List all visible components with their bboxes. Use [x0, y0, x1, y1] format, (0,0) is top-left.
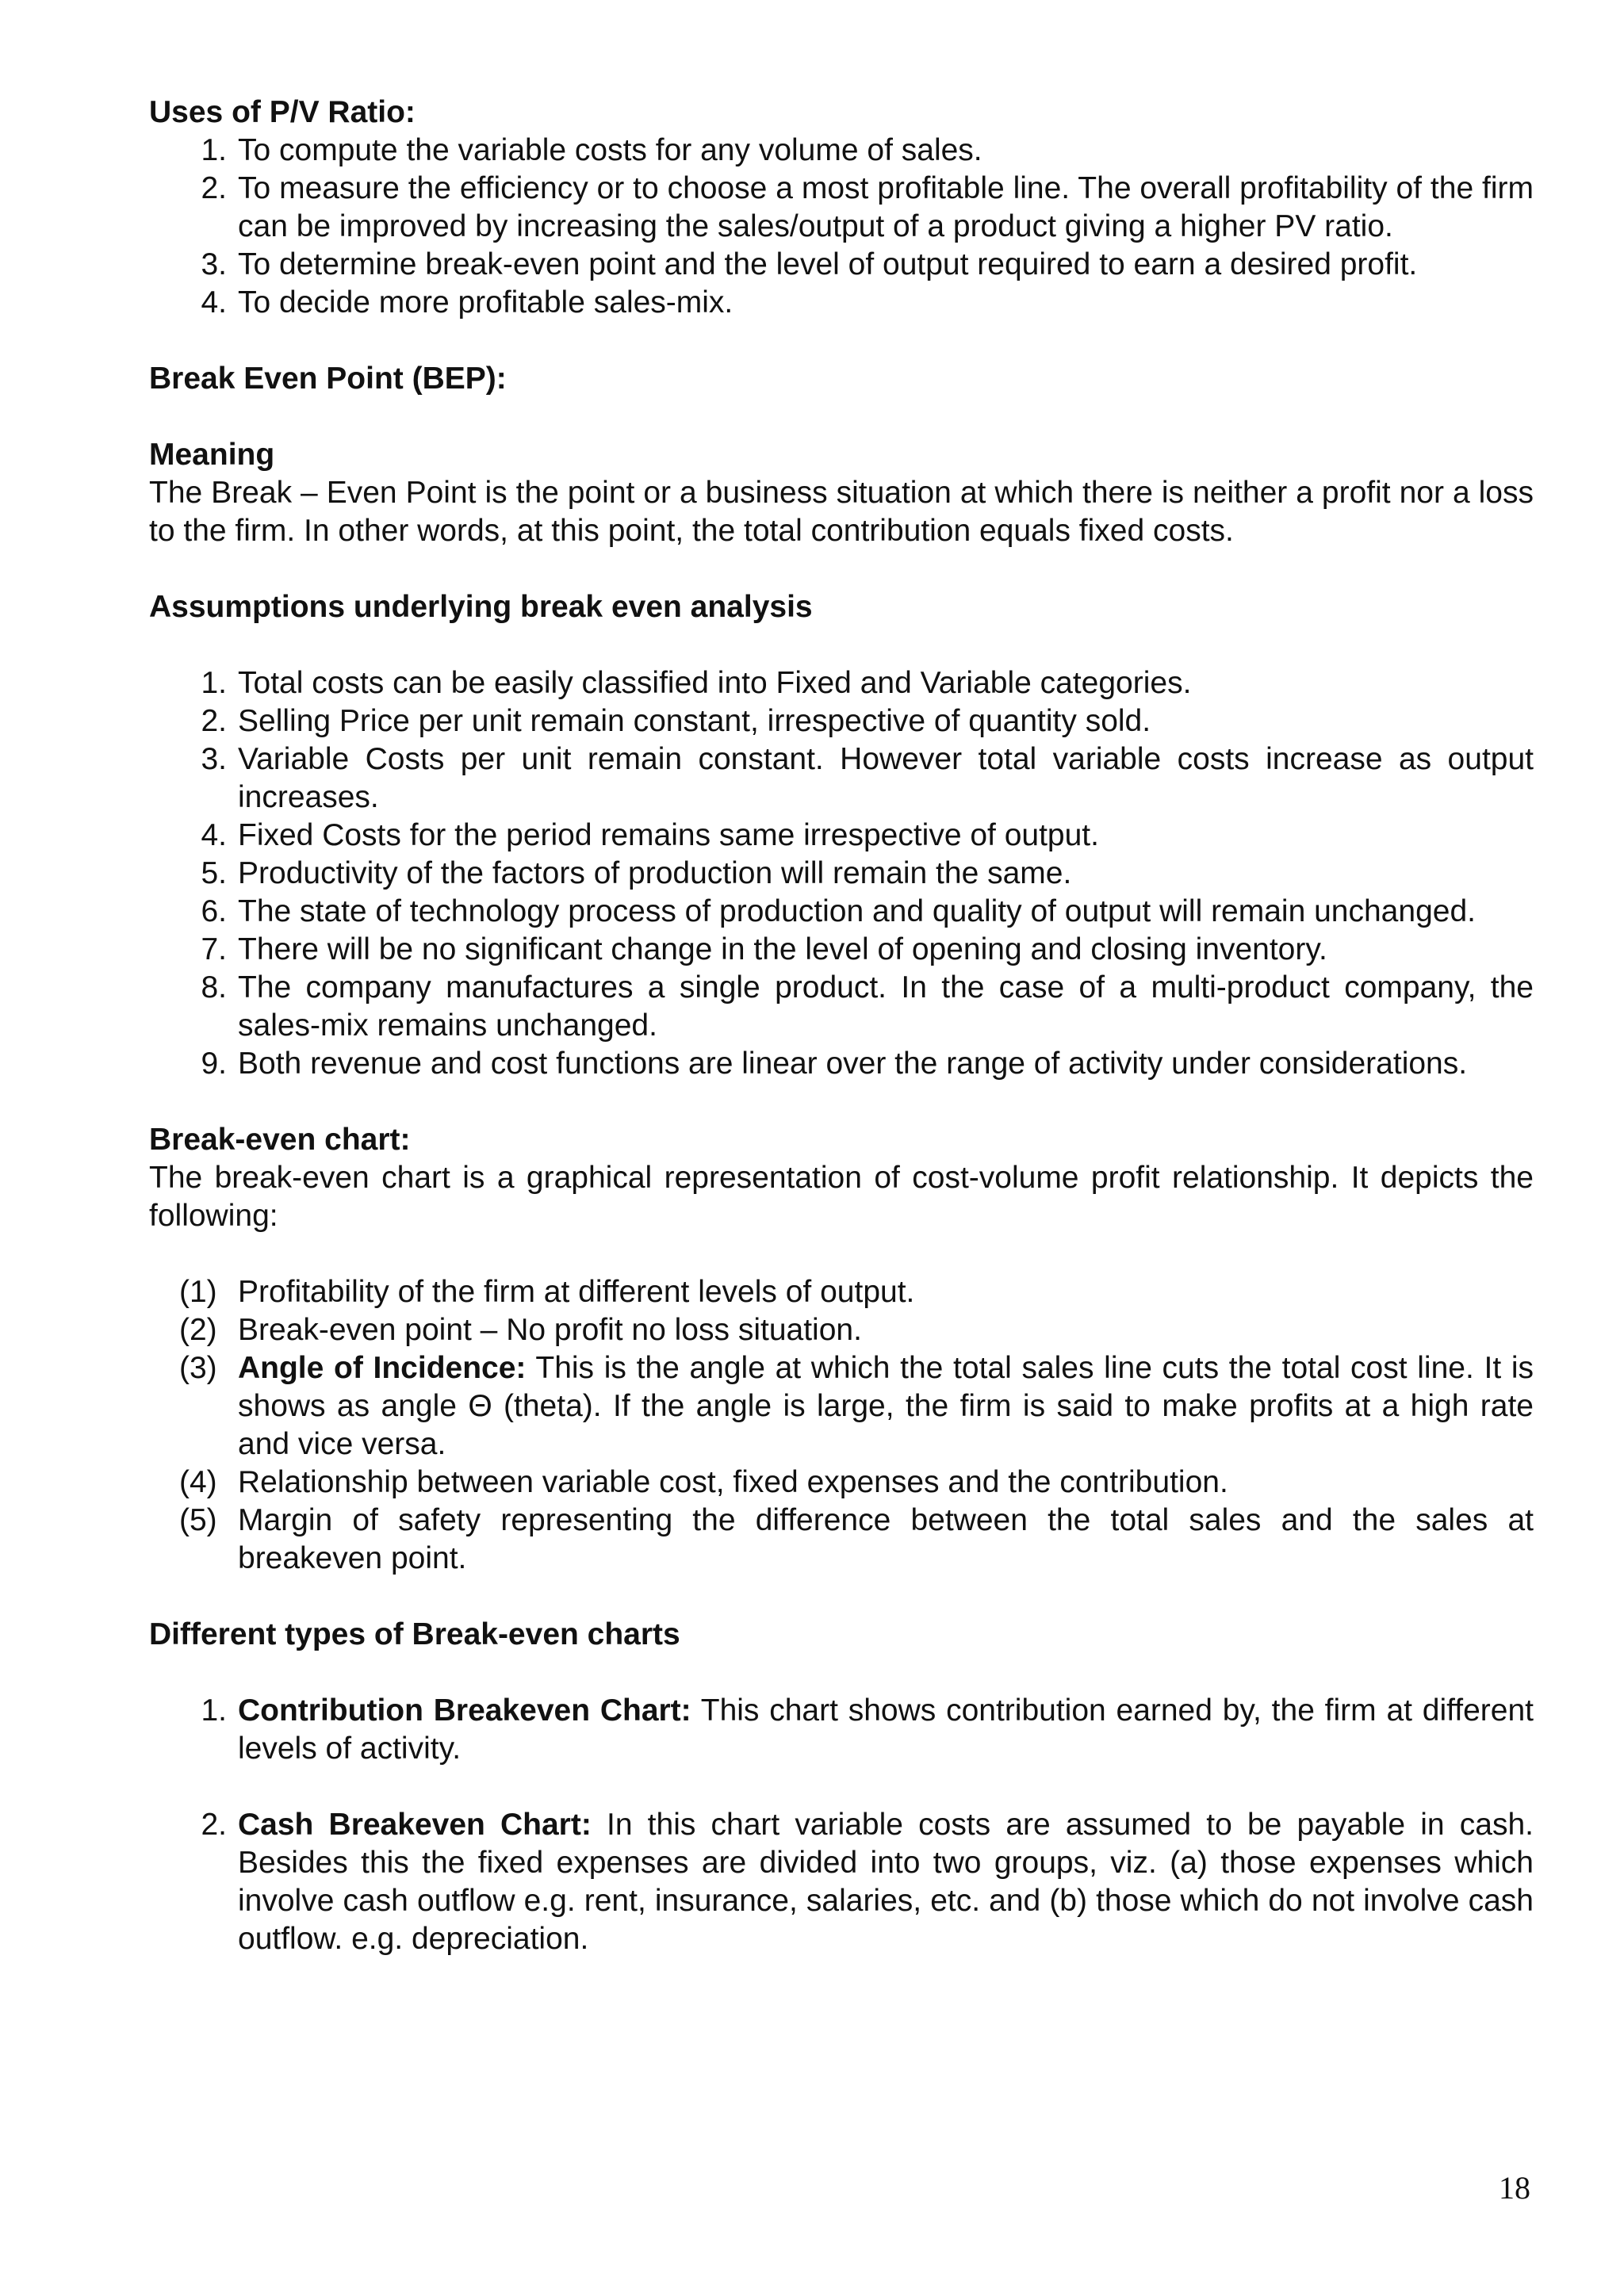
list-item-text: This chart shows contribution earned by, the firm at different levels of activity. — [238, 1693, 1534, 1766]
spacer — [149, 1768, 1534, 1806]
list-item-text: The company manufactures a single product. In the case of a multi-product company, the sales-mix remains unchanged. — [238, 970, 1534, 1043]
list-number: 2. — [201, 704, 227, 738]
list-item-text: Productivity of the factors of production will remain the same. — [238, 856, 1072, 890]
list-item — [149, 664, 1534, 702]
list-item-text: This is the angle at which the total sales line cuts the total cost line. It is shows as angle Θ (theta). If the angle is large, the firm is said to make profits at a high rate and vice versa. — [238, 1351, 1534, 1461]
list-number: 2. — [201, 1808, 227, 1842]
list-number: (2) — [179, 1313, 217, 1347]
list-item — [149, 969, 1534, 1045]
list-number: 6. — [201, 894, 227, 928]
spacer — [149, 1654, 1534, 1692]
list-number: 4. — [201, 285, 227, 320]
page-number: 18 — [1499, 2170, 1530, 2206]
spacer — [149, 322, 1534, 360]
list-number: 2. — [201, 171, 227, 205]
list-item-text: Margin of safety representing the difference between the total sales and the sales at breakeven point. — [238, 1503, 1534, 1575]
list-item — [149, 893, 1534, 931]
list-item — [149, 170, 1534, 246]
list-number: (1) — [179, 1275, 217, 1309]
list-number: (3) — [179, 1351, 217, 1385]
list-item-text: To compute the variable costs for any volume of sales. — [238, 133, 982, 167]
list-item-text: In this chart variable costs are assumed to be payable in cash. Besides this the fixed expenses are divided into two groups, viz. (a) those expenses which involve cash outflow e.g. rent, insurance, salaries, etc. and (b) those which do not involve cash outflow. e.g. depreciation. — [238, 1808, 1534, 1956]
list-item-text: Break-even point – No profit no loss situation. — [238, 1313, 862, 1347]
list-item-text: Selling Price per unit remain constant, irrespective of quantity sold. — [238, 704, 1151, 738]
break-even-chart-paragraph: The break-even chart is a graphical representation of cost-volume profit relationship. It depicts the following: — [149, 1161, 1534, 1233]
list-item-bold-label: Angle of Incidence: — [238, 1351, 527, 1385]
list-number: 5. — [201, 856, 227, 890]
list-item — [149, 1692, 1534, 1768]
chart-types-heading: Different types of Break-even charts — [149, 1617, 680, 1651]
pv-ratio-list — [149, 132, 1534, 322]
list-item — [149, 1349, 1534, 1464]
list-item — [149, 740, 1534, 817]
list-item — [149, 1502, 1534, 1578]
list-item — [149, 931, 1534, 969]
spacer — [149, 550, 1534, 588]
list-number: 1. — [201, 666, 227, 700]
list-item-text: Both revenue and cost functions are linear over the range of activity under considerations. — [238, 1047, 1468, 1081]
spacer — [149, 398, 1534, 436]
break-even-chart-list — [149, 1273, 1534, 1578]
list-item-text: Total costs can be easily classified into Fixed and Variable categories. — [238, 666, 1192, 700]
list-item — [149, 1273, 1534, 1311]
list-number: 7. — [201, 932, 227, 966]
list-number: 3. — [201, 247, 227, 281]
list-number: (4) — [179, 1465, 217, 1499]
list-item-text: Variable Costs per unit remain constant. However total variable costs increase as output increases. — [238, 742, 1534, 814]
list-item — [149, 246, 1534, 284]
list-item — [149, 132, 1534, 170]
list-item-text: There will be no significant change in the level of opening and closing inventory. — [238, 932, 1327, 966]
list-item-text: Relationship between variable cost, fixed expenses and the contribution. — [238, 1465, 1228, 1499]
list-item-text: The state of technology process of production and quality of output will remain unchanged. — [238, 894, 1476, 928]
meaning-paragraph: The Break – Even Point is the point or a business situation at which there is neither a profit nor a loss to the firm. In other words, at this point, the total contribution equals fixed costs. — [149, 476, 1534, 548]
list-item — [149, 284, 1534, 322]
list-item — [149, 1311, 1534, 1349]
chart-types-list — [149, 1692, 1534, 1768]
list-number: 8. — [201, 970, 227, 1004]
bep-heading: Break Even Point (BEP): — [149, 362, 507, 396]
list-item-text: To measure the efficiency or to choose a most profitable line. The overall profitability of the firm can be improved by increasing the sales/output of a product giving a higher PV ratio. — [238, 171, 1534, 243]
list-item — [149, 1806, 1534, 1958]
list-number: (5) — [179, 1503, 217, 1537]
pv-ratio-heading: Uses of P/V Ratio: — [149, 95, 416, 129]
list-item-text: Profitability of the firm at different levels of output. — [238, 1275, 915, 1309]
list-item-text: To decide more profitable sales-mix. — [238, 285, 733, 320]
list-item — [149, 817, 1534, 855]
list-number: 1. — [201, 1693, 227, 1728]
list-item-text: To determine break-even point and the level of output required to earn a desired profit. — [238, 247, 1418, 281]
list-number: 1. — [201, 133, 227, 167]
spacer — [149, 1578, 1534, 1616]
list-item — [149, 702, 1534, 740]
list-number: 3. — [201, 742, 227, 776]
list-item — [149, 1045, 1534, 1083]
list-number: 9. — [201, 1047, 227, 1081]
assumptions-list — [149, 664, 1534, 1083]
spacer — [149, 626, 1534, 664]
list-item-text: Fixed Costs for the period remains same irrespective of output. — [238, 818, 1099, 852]
spacer — [149, 1083, 1534, 1121]
list-item-bold-label: Contribution Breakeven Chart: — [238, 1693, 691, 1728]
list-item — [149, 855, 1534, 893]
meaning-heading: Meaning — [149, 438, 275, 472]
list-item — [149, 1464, 1534, 1502]
list-item-bold-label: Cash Breakeven Chart: — [238, 1808, 592, 1842]
chart-types-list-continued — [149, 1806, 1534, 1958]
list-number: 4. — [201, 818, 227, 852]
break-even-chart-heading: Break-even chart: — [149, 1123, 411, 1157]
assumptions-heading: Assumptions underlying break even analysis — [149, 590, 813, 624]
spacer — [149, 1235, 1534, 1273]
